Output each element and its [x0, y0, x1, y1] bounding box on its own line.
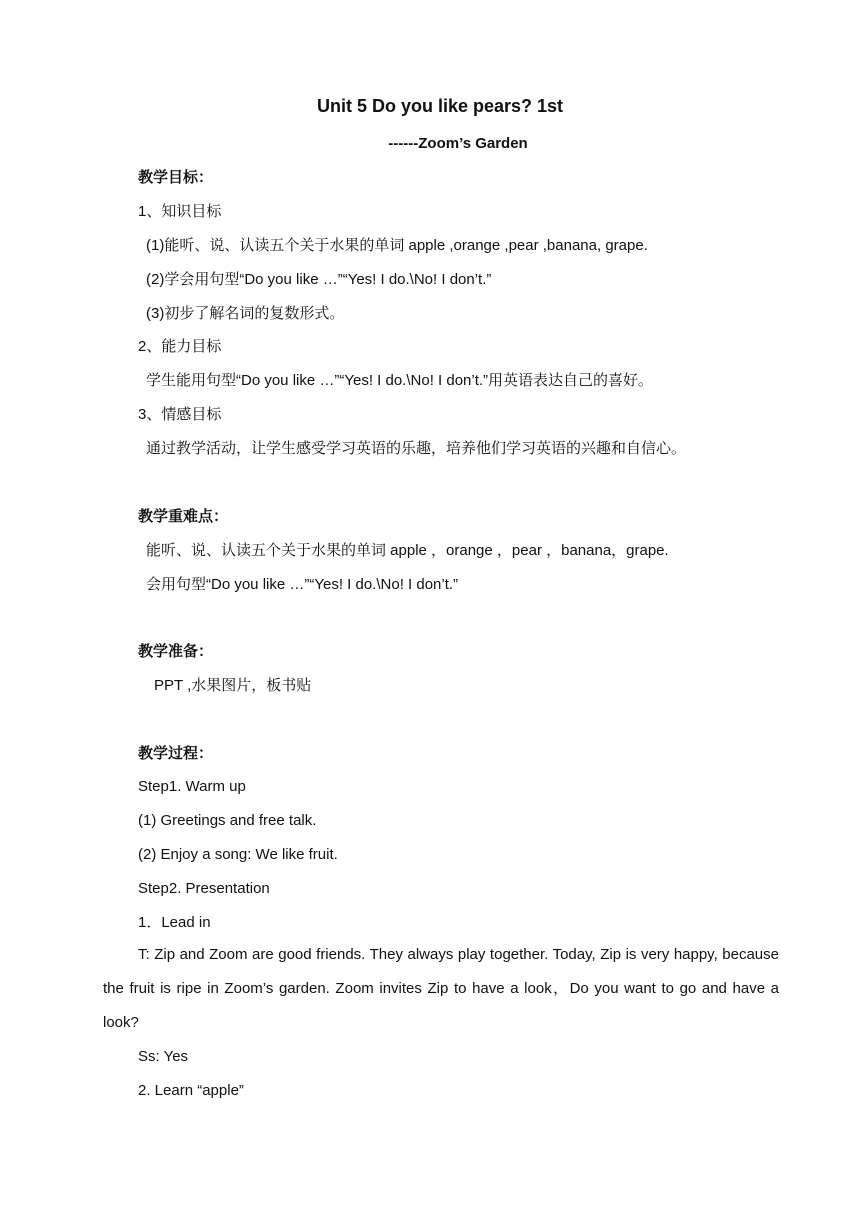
preparation-text: PPT ,水果图片，板书贴	[154, 677, 312, 694]
knowledge-item: (2)学会用句型“Do you like …”“Yes! I do.\No! I don’t.”	[146, 271, 492, 288]
key-point-item: 能听、说、认读五个关于水果的单词 apple ，orange ，pear ，banana，grape.	[146, 542, 669, 559]
ability-text: 学生能用句型“Do you like …”“Yes! I do.\No! I don’t.”用英语表达自己的喜好。	[146, 372, 654, 389]
key-points-heading: 教学重难点：	[138, 508, 229, 525]
page-subtitle: ------Zoom’s Garden	[388, 135, 528, 152]
process-heading: 教学过程：	[138, 745, 214, 762]
process-line: Step1. Warm up	[138, 778, 246, 795]
knowledge-item: (3)初步了解名词的复数形式。	[146, 305, 345, 322]
process-paragraph: T: Zip and Zoom are good friends. They always play together. Today, Zip is very happy, because the fruit is ripe in Zoom’s garden. Zoom invites Zip to have a look，Do you want to go and have a look?	[103, 946, 779, 1031]
process-line: Ss: Yes	[138, 1048, 189, 1065]
emotion-text: 通过教学活动，让学生感受学习英语的乐趣，培养他们学习英语的兴趣和自信心。	[146, 440, 687, 457]
page-title: Unit 5 Do you like pears? 1st	[316, 96, 564, 116]
objectives-heading: 教学目标：	[138, 169, 214, 186]
ability-heading: 2、能力目标	[138, 338, 222, 355]
knowledge-heading: 1、知识目标	[138, 203, 222, 220]
emotion-heading: 3、情感目标	[138, 406, 222, 423]
process-line: Step2. Presentation	[138, 880, 270, 897]
key-point-item: 会用句型“Do you like …”“Yes! I do.\No! I don’t.”	[146, 576, 459, 593]
preparation-heading: 教学准备：	[138, 643, 214, 660]
process-line: 2. Learn “apple”	[138, 1082, 244, 1099]
process-line: 1．Lead in	[138, 914, 211, 931]
process-line: (2) Enjoy a song: We like fruit.	[138, 846, 338, 863]
process-line: (1) Greetings and free talk.	[138, 812, 317, 829]
knowledge-item: (1)能听、说、认读五个关于水果的单词 apple ,orange ,pear ,banana, grape.	[146, 237, 648, 254]
